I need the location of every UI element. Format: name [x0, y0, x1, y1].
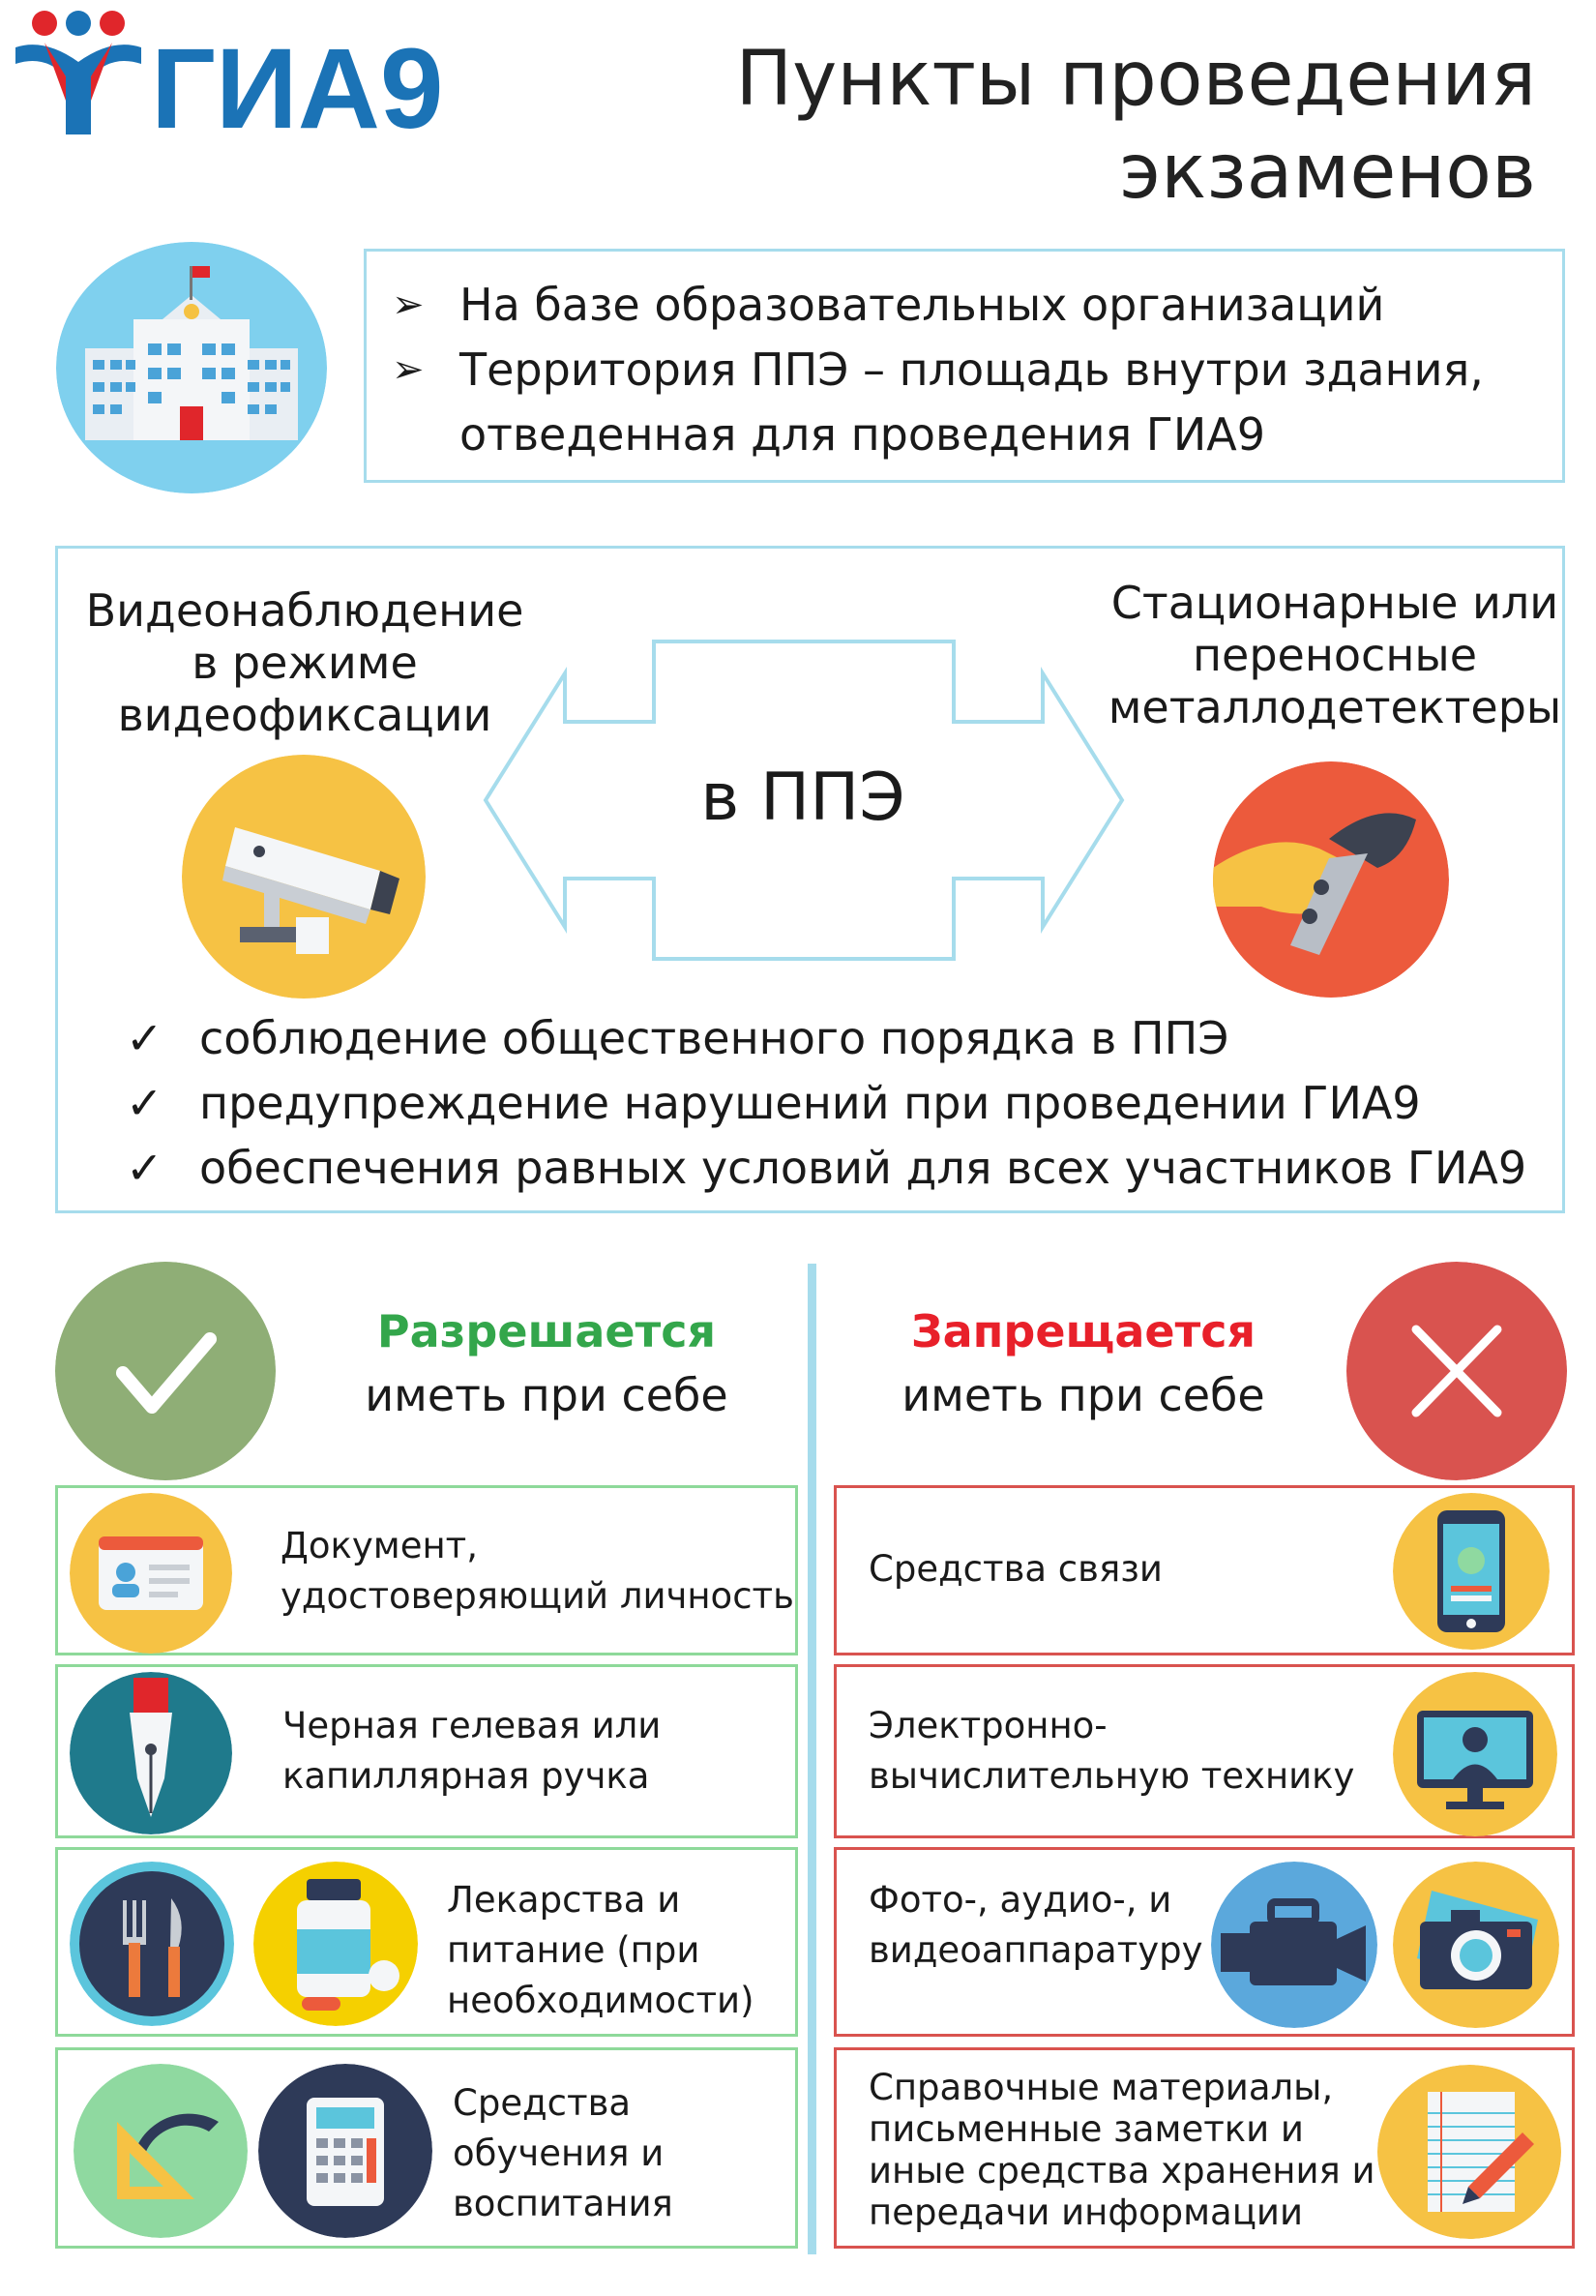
cross-icon: [1346, 1262, 1567, 1480]
intro-bullet: ➢ Территория ППЭ – площадь внутри здания, отведенная для проведения ГИА9: [392, 338, 1562, 467]
page-title: Пункты проведения экзаменов: [735, 36, 1536, 216]
id-card-icon: [70, 1493, 232, 1654]
svg-text:ГИА9: ГИА9: [151, 25, 444, 139]
geometry-tools-icon: [74, 2064, 248, 2238]
medicine-bottle-icon: [253, 1862, 418, 2026]
gia9-logo: [6, 4, 480, 139]
allowed-item-label: Черная гелевая или капиллярная ручка: [282, 1705, 662, 1797]
metal-detector-icon: [1213, 761, 1449, 998]
ppe-center-label: в ППЭ: [700, 760, 905, 836]
cctv-camera-icon: [182, 755, 426, 999]
calculator-icon: [258, 2064, 432, 2238]
notepad-pencil-icon: [1377, 2065, 1561, 2239]
checkmark-bullet-icon: ✓: [126, 1012, 163, 1064]
checkmark-bullet-icon: ✓: [126, 1077, 163, 1129]
checkmark-bullet-icon: ✓: [126, 1142, 163, 1194]
column-divider: [808, 1264, 816, 2254]
forbidden-item-label: Электронно- вычислительную технику: [869, 1705, 1355, 1797]
arrow-bullet-icon: ➢: [392, 347, 425, 392]
allowed-item-label: Лекарства и питание (при необходимости): [447, 1879, 754, 2021]
video-surveillance-label: Видеонаблюдение в режиме видеофиксации: [85, 584, 524, 741]
goals-list: [126, 1006, 1526, 1201]
checkmark-icon: [55, 1262, 276, 1480]
metal-detector-label: Стационарные или переносные металлодетектеры: [1108, 577, 1562, 733]
intro-box: [364, 249, 1565, 483]
cutlery-icon: [70, 1862, 234, 2026]
forbidden-item-label: Справочные материалы, письменные заметки и иные средства хранения и передачи информации: [869, 2067, 1375, 2233]
logo-text: [6, 4, 7, 5]
goal-item: ✓ обеспечения равных условий для всех участников ГИА9: [126, 1136, 1526, 1201]
allowed-item-label: Документ, удостоверяющий личность: [281, 1525, 794, 1617]
intro-bullet: ➢ На базе образовательных организаций: [392, 273, 1562, 338]
goal-item: ✓ соблюдение общественного порядка в ППЭ: [126, 1006, 1526, 1071]
allowed-item-label: Средства обучения и воспитания: [453, 2082, 673, 2224]
school-building-icon: [56, 242, 327, 493]
arrow-bullet-icon: ➢: [392, 283, 425, 327]
forbidden-item-label: Фото-, аудио-, и видеоаппаратуру: [869, 1879, 1203, 1971]
photo-camera-icon: [1393, 1862, 1559, 2028]
forbidden-item-label: Средства связи: [869, 1548, 1163, 1590]
smartphone-icon: [1393, 1493, 1550, 1650]
goal-item: ✓ предупреждение нарушений при проведении ГИА9: [126, 1071, 1526, 1136]
monitor-user-icon: [1393, 1672, 1557, 1836]
forbidden-heading: Запрещается иметь при себе: [901, 1305, 1265, 1421]
video-camera-icon: [1211, 1862, 1377, 2028]
allowed-heading: Разрешается иметь при себе: [365, 1305, 728, 1421]
fountain-pen-icon: [70, 1672, 232, 1834]
